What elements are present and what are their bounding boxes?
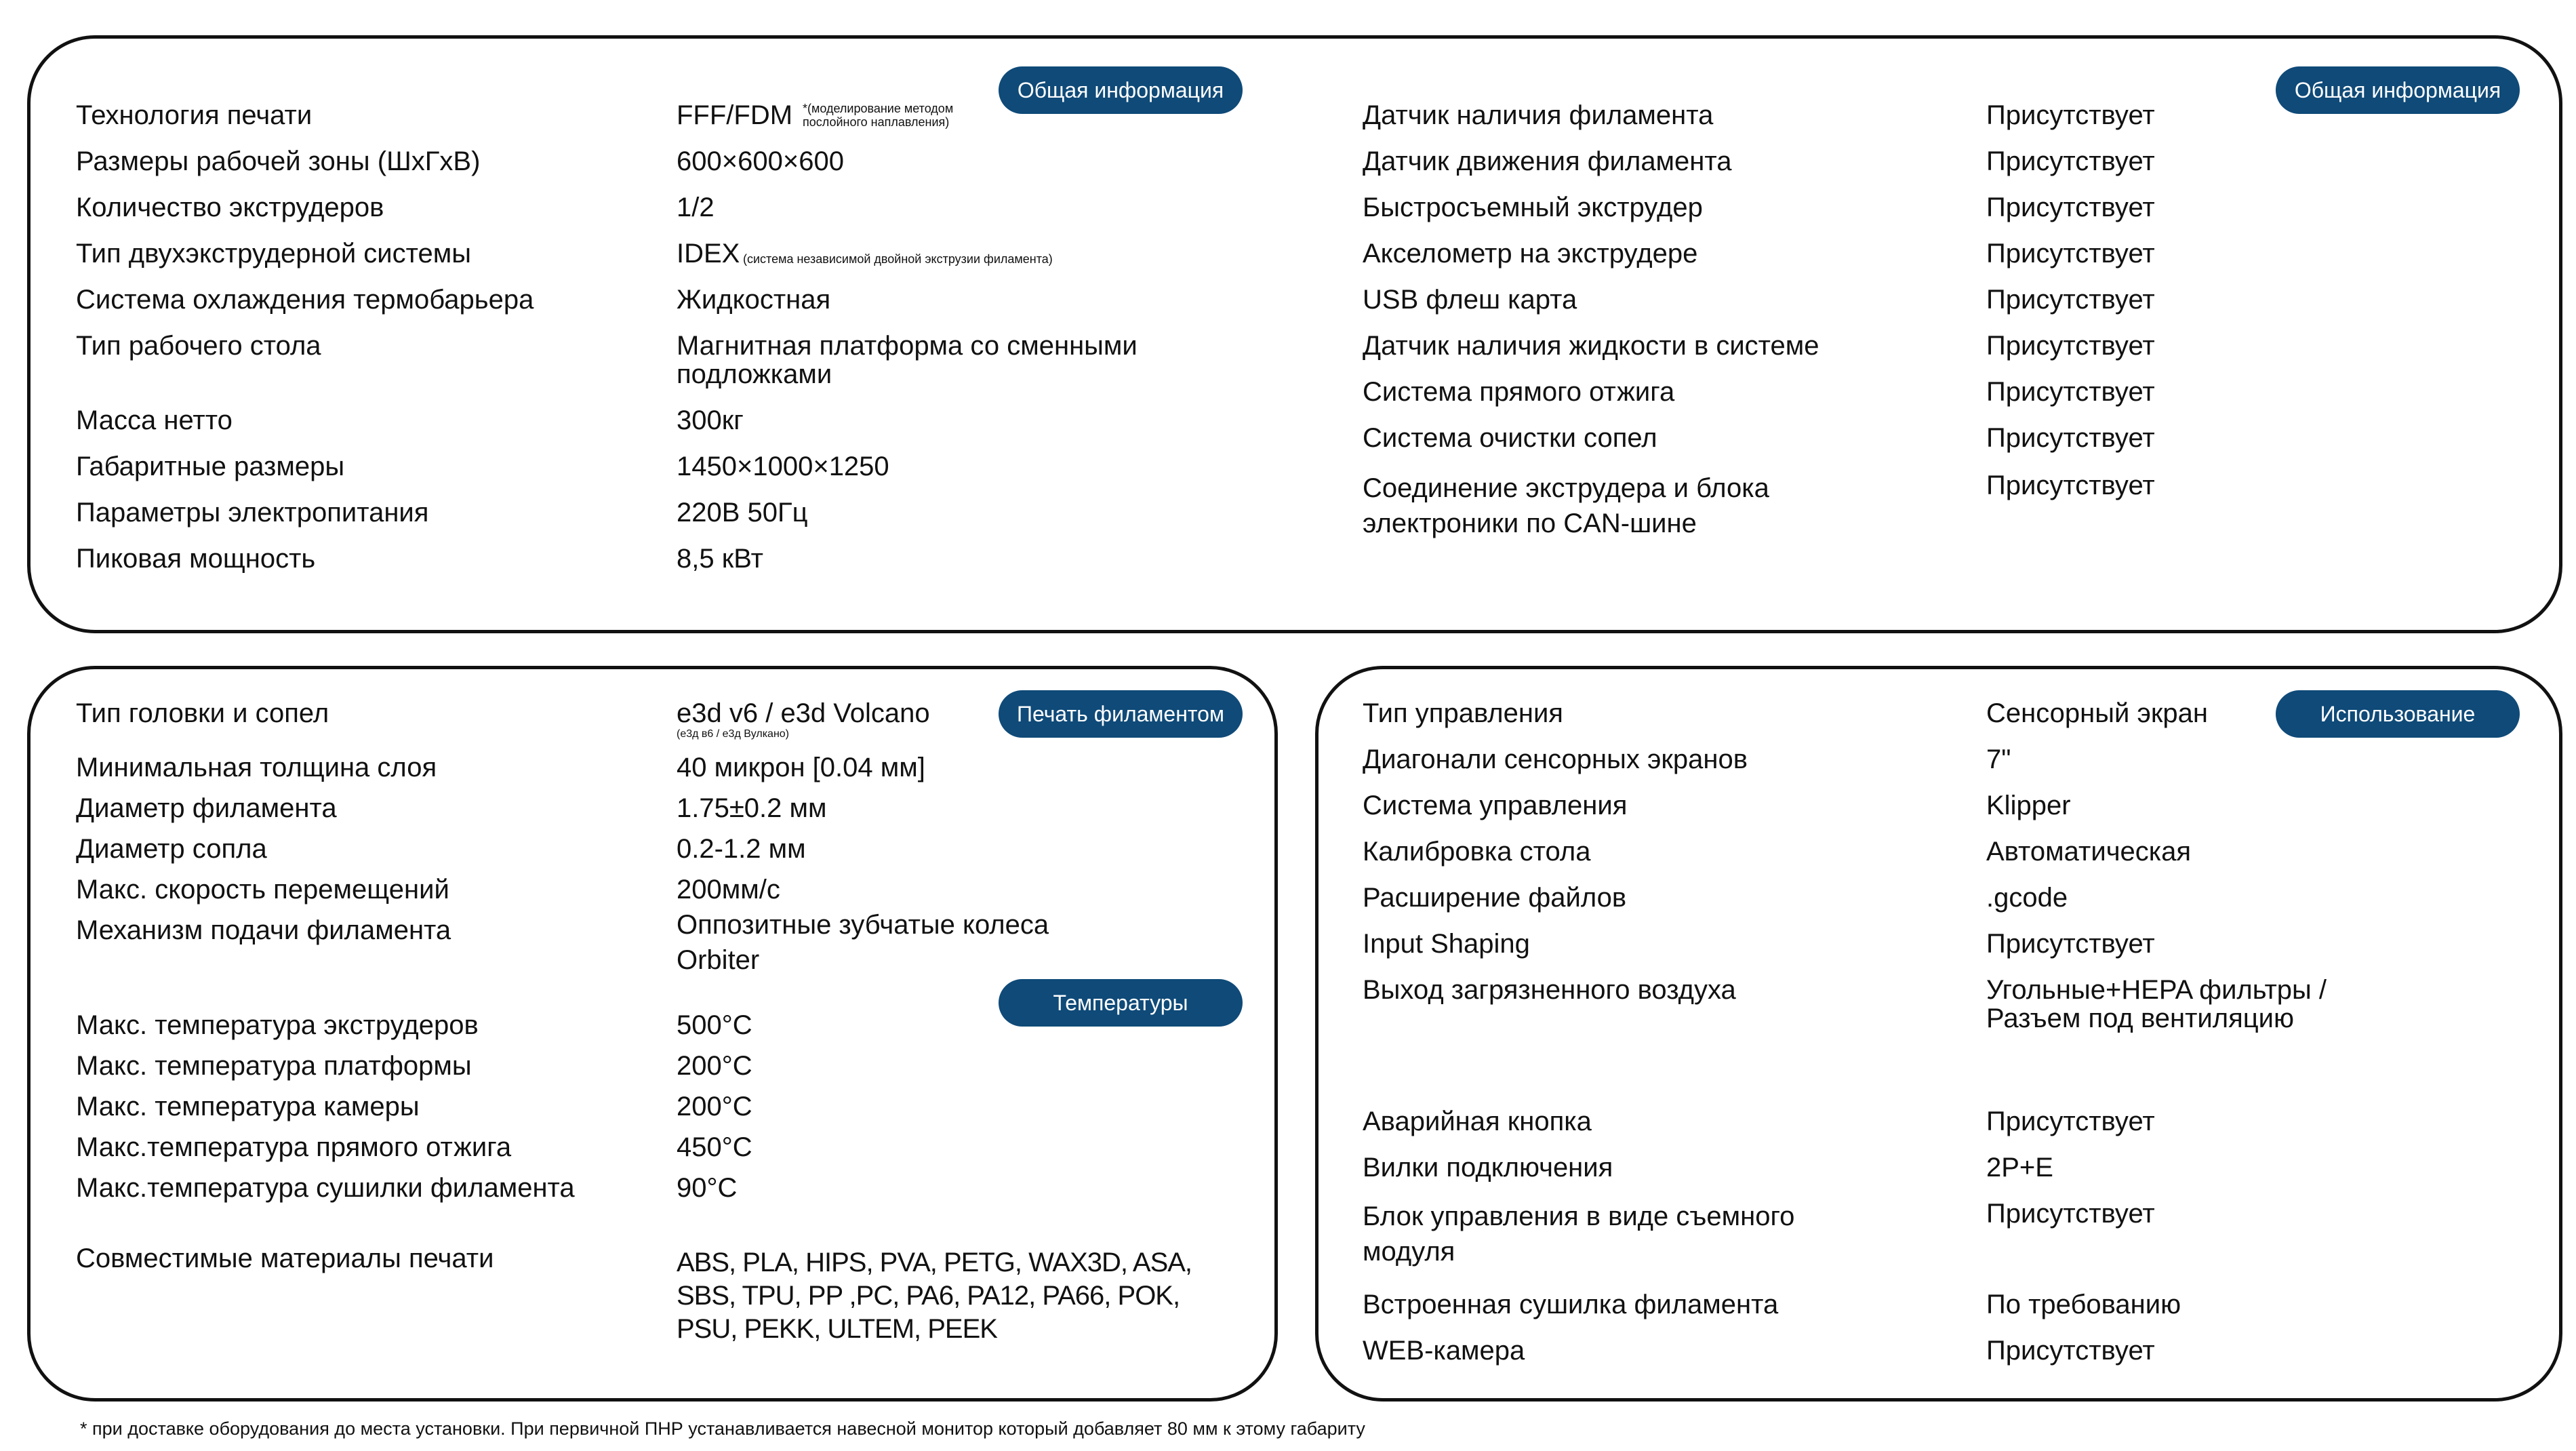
spec-label: Выход загрязненного воздуха: [1363, 975, 1736, 1005]
spec-value: 1450×1000×1250: [677, 452, 889, 481]
general-info-badge: Общая информация: [999, 66, 1243, 114]
spec-label-continued: электроники по CAN-шине: [1363, 509, 1697, 538]
spec-label: Тип рабочего стола: [76, 331, 321, 361]
filament-printing-badge: Печать филаментом: [999, 690, 1243, 738]
spec-note: *(моделирование методом послойного наплавления): [803, 102, 954, 129]
spec-value: e3d v6 / e3d Volcano: [677, 698, 930, 728]
spec-value: Klipper: [1986, 791, 2071, 820]
temperatures-badge: Температуры: [999, 979, 1243, 1027]
spec-value: 0.2-1.2 мм: [677, 834, 806, 864]
spec-label: Габаритные размеры: [76, 452, 345, 481]
spec-label: Расширение файлов: [1363, 883, 1627, 913]
spec-label: Тип головки и сопел: [76, 698, 329, 728]
spec-value: 40 микрон [0.04 мм]: [677, 753, 925, 782]
spec-value: IDEX: [677, 239, 740, 269]
spec-value: Магнитная платформа со сменными: [677, 331, 1138, 361]
spec-label: Механизм подачи филамента: [76, 915, 451, 945]
spec-value: 600×600×600: [677, 146, 844, 176]
spec-label: Input Shaping: [1363, 929, 1530, 959]
spec-value: Присутствует: [1986, 193, 2155, 222]
spec-value: Сенсорный экран: [1986, 698, 2208, 728]
spec-label: Размеры рабочей зоны (ШхГхВ): [76, 146, 481, 176]
temp-value: 90°C: [677, 1173, 738, 1203]
spec-value-continued: подложками: [677, 359, 832, 389]
general-info-badge-right: Общая информация: [2276, 66, 2520, 114]
general-info-card: [27, 35, 2562, 633]
spec-value: 7": [1986, 744, 2011, 774]
spec-value: Оппозитные зубчатые колеса: [677, 910, 1049, 940]
spec-value: Присутствует: [1986, 423, 2155, 453]
materials-line: SBS, TPU, PP ,PC, PA6, PA12, PA66, POK,: [677, 1281, 1180, 1311]
spec-value: Присутствует: [1986, 239, 2155, 269]
spec-value: 300кг: [677, 405, 744, 435]
spec-value: Присутствует: [1986, 146, 2155, 176]
spec-label-continued: модуля: [1363, 1237, 1455, 1267]
spec-label: Параметры электропитания: [76, 498, 429, 528]
spec-label: Датчик движения филамента: [1363, 146, 1732, 176]
spec-label: Тип двухэкструдерной системы: [76, 239, 471, 269]
spec-label: Диагонали сенсорных экранов: [1363, 744, 1748, 774]
spec-label: Пиковая мощность: [76, 544, 316, 574]
spec-label: Вилки подключения: [1363, 1153, 1613, 1182]
temp-label: Макс. температура платформы: [76, 1051, 472, 1081]
materials-label: Совместимые материалы печати: [76, 1244, 494, 1273]
temp-label: Макс.температура прямого отжига: [76, 1132, 512, 1162]
spec-value: 200мм/с: [677, 875, 780, 905]
spec-note: (е3д в6 / е3д Вулкано): [677, 728, 790, 740]
spec-label: Калибровка стола: [1363, 837, 1591, 867]
spec-value: 8,5 кВт: [677, 544, 763, 574]
spec-label: USB флеш карта: [1363, 285, 1577, 315]
spec-value: 2P+E: [1986, 1153, 2053, 1182]
spec-label: Система охлаждения термобарьера: [76, 285, 534, 315]
spec-value: Присутствует: [1986, 331, 2155, 361]
materials-line: PSU, PEKK, ULTEM, PEEK: [677, 1314, 997, 1344]
temp-value: 200°C: [677, 1051, 752, 1081]
spec-label: Датчик наличия жидкости в системе: [1363, 331, 1819, 361]
spec-value: 1/2: [677, 193, 715, 222]
spec-label: Аварийная кнопка: [1363, 1107, 1592, 1136]
spec-label: Тип управления: [1363, 698, 1563, 728]
temp-label: Макс.температура сушилки филамента: [76, 1173, 575, 1203]
spec-value: 1.75±0.2 мм: [677, 793, 827, 823]
spec-value: Присутствует: [1986, 1336, 2155, 1366]
spec-value-continued: Разъем под вентиляцию: [1986, 1003, 2295, 1033]
materials-line: ABS, PLA, HIPS, PVA, PETG, WAX3D, ASA,: [677, 1248, 1192, 1277]
spec-label: Быстросъемный экструдер: [1363, 193, 1703, 222]
temp-value: 500°C: [677, 1010, 752, 1040]
spec-value: Угольные+HEPA фильтры /: [1986, 975, 2327, 1005]
spec-value: Присутствует: [1986, 285, 2155, 315]
spec-label: Диаметр сопла: [76, 834, 267, 864]
spec-value: .gcode: [1986, 883, 2068, 913]
spec-label: Макс. скорость перемещений: [76, 875, 449, 905]
spec-label: Встроенная сушилка филамента: [1363, 1290, 1779, 1319]
spec-value: По требованию: [1986, 1290, 2181, 1319]
spec-label: Диаметр филамента: [76, 793, 337, 823]
spec-label: Датчик наличия филамента: [1363, 100, 1714, 130]
spec-value: Присутствует: [1986, 377, 2155, 407]
spec-label: Соединение экструдера и блока: [1363, 473, 1769, 503]
spec-label: Система очистки сопел: [1363, 423, 1657, 453]
spec-value: Жидкостная: [677, 285, 831, 315]
spec-value: FFF/FDM: [677, 100, 793, 130]
spec-value: Присутствует: [1986, 929, 2155, 959]
spec-label: Количество экструдеров: [76, 193, 384, 222]
spec-value: Присутствует: [1986, 1107, 2155, 1136]
spec-value-continued: Orbiter: [677, 945, 760, 975]
spec-note: (система независимой двойной экструзии филамента): [743, 252, 1053, 266]
footnote: * при доставке оборудования до места установки. При первичной ПНР устанавливается навесной монитор который добавляет 80 мм к этому габариту: [80, 1418, 1365, 1439]
spec-label: Минимальная толщина слоя: [76, 753, 437, 782]
temp-label: Макс. температура экструдеров: [76, 1010, 479, 1040]
spec-label: Система прямого отжига: [1363, 377, 1675, 407]
spec-value: Присутствует: [1986, 100, 2155, 130]
spec-label: Технология печати: [76, 100, 313, 130]
temp-value: 450°C: [677, 1132, 752, 1162]
temp-label: Макс. температура камеры: [76, 1092, 420, 1121]
spec-value: Автоматическая: [1986, 837, 2192, 867]
usage-badge: Использование: [2276, 690, 2520, 738]
spec-label: Акселометр на экструдере: [1363, 239, 1698, 269]
spec-value: Присутствует: [1986, 471, 2155, 500]
spec-label: WEB-камера: [1363, 1336, 1525, 1366]
spec-label: Блок управления в виде съемного: [1363, 1201, 1795, 1231]
spec-label: Масса нетто: [76, 405, 233, 435]
spec-label: Система управления: [1363, 791, 1628, 820]
spec-value: Присутствует: [1986, 1199, 2155, 1229]
temp-value: 200°C: [677, 1092, 752, 1121]
spec-value: 220В 50Гц: [677, 498, 808, 528]
